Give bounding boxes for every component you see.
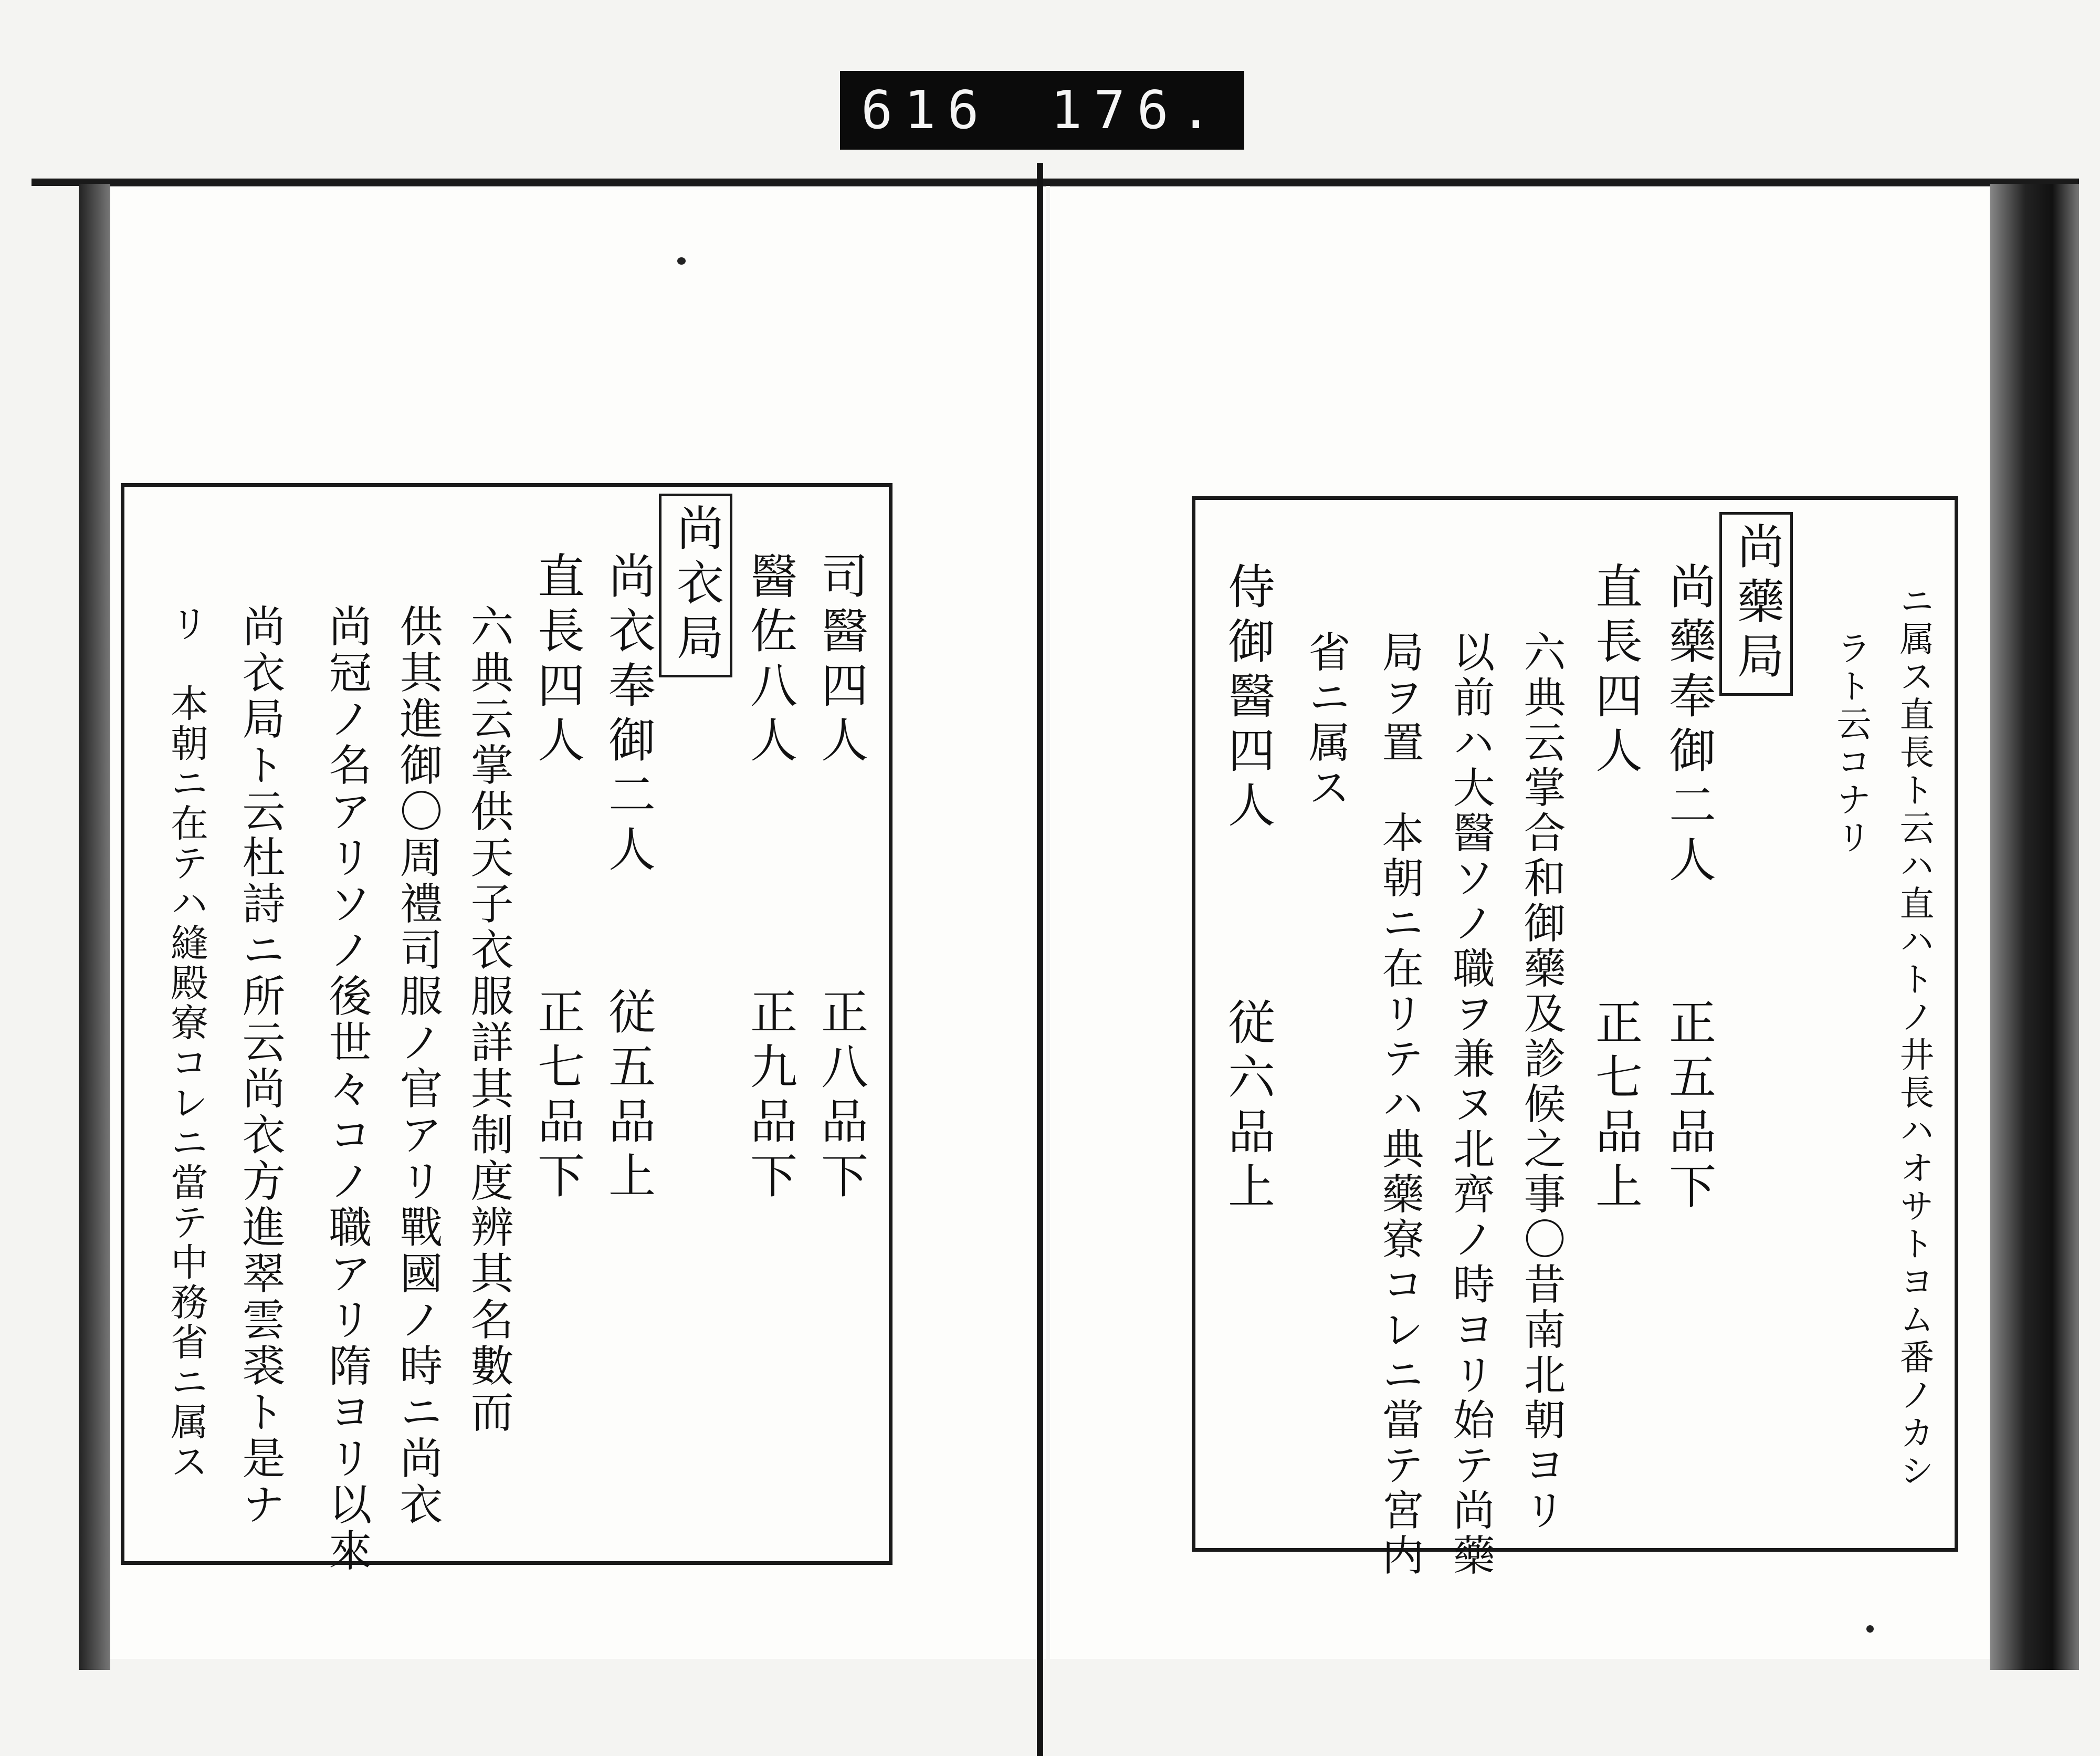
section-heading-shoyaku-kyoku: 尚藥局 <box>1719 512 1793 696</box>
entry-shoi-hogyo-rank: 従五品上 <box>600 987 655 1206</box>
commentary-line-2: 供其進御〇周禮司服ノ官アリ戰國ノ時ニ尚衣 <box>393 604 443 1528</box>
entry-shoyaku-hogyo-rank: 正五品下 <box>1661 998 1716 1216</box>
scan-speck <box>1866 1625 1874 1633</box>
film-frame-label <box>840 71 1244 150</box>
commentary-right-line-4: 省ニ属ス <box>1301 630 1350 811</box>
reel-number: 616 <box>861 79 991 141</box>
scan-speck <box>677 257 686 265</box>
entry-isa-rank: 正九品下 <box>742 987 797 1206</box>
right-page-edge-shadow <box>1990 184 2079 1670</box>
entry-chokucho-right: 直長四人 <box>1587 562 1642 780</box>
entry-shoyaku-hogyo: 尚藥奉御二人 <box>1661 562 1716 890</box>
entry-shoi-hogyo: 尚衣奉御二人 <box>600 551 655 879</box>
section-heading-shoi-kyoku: 尚衣局 <box>659 494 732 677</box>
commentary-line-1: 六典云掌供天子衣服詳其制度辨其名數而 <box>464 604 513 1436</box>
commentary-line-4: 尚衣局ト云杜詩ニ所云尚衣方進翠雲裘ト是ナ <box>235 604 285 1528</box>
left-page-edge-shadow <box>79 184 110 1670</box>
entry-chokucho: 直長四人 <box>529 551 584 770</box>
commentary-line-5: リ 本朝ニ在テハ縫殿寮コレニ當テ中務省ニ属ス <box>164 604 208 1482</box>
entry-isa: 醫佐八人 <box>742 551 797 770</box>
entry-jigyoi: 侍御醫四人 <box>1220 562 1275 835</box>
book-spine <box>1037 163 1043 1756</box>
entry-chokucho-rank: 正七品下 <box>529 987 584 1206</box>
entry-chokucho-right-rank: 正七品上 <box>1587 998 1642 1216</box>
commentary-right-line-3: 局ヲ置 本朝ニ在リテハ典藥寮コレニ當テ宮内 <box>1375 630 1424 1579</box>
carryover-note-line-1: ニ属ス直長ト云ハ直ハトノ井長ハオサトヨム番ノカシ <box>1894 583 1934 1490</box>
commentary-line-3: 尚冠ノ名アリソノ後世々コノ職アリ隋ヨリ以來 <box>322 604 372 1574</box>
commentary-right-line-2: 以前ハ大醫ソノ職ヲ兼ヌ北齊ノ時ヨリ始テ尚藥 <box>1446 630 1495 1579</box>
frame-number: 176. <box>1051 79 1223 141</box>
entry-shii-rank: 正八品下 <box>813 987 868 1206</box>
entry-jigyoi-rank: 従六品上 <box>1220 998 1275 1216</box>
entry-shii: 司醫四人 <box>813 551 868 770</box>
commentary-right-line-1: 六典云掌合和御藥及診候之事〇昔南北朝ヨリ <box>1517 630 1566 1533</box>
carryover-note-line-2: ラト云コナリ <box>1831 630 1871 857</box>
